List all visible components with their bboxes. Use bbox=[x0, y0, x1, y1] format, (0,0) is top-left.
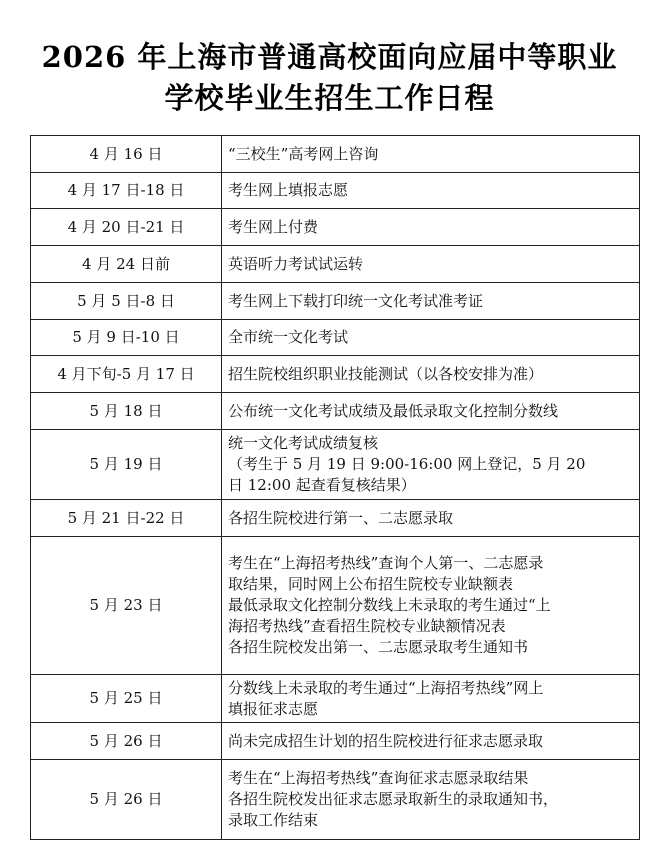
table-row bbox=[31, 173, 640, 209]
table-row bbox=[31, 723, 640, 760]
schedule-event-cell bbox=[222, 209, 640, 246]
schedule-event-cell bbox=[222, 173, 640, 209]
table-row bbox=[31, 246, 640, 283]
schedule-event-cell bbox=[222, 320, 640, 356]
schedule-event-line: 各招生院校发出第一、二志愿录取考生通知书 bbox=[228, 638, 529, 656]
table-row bbox=[31, 393, 640, 430]
schedule-event-line: 各招生院校进行第一、二志愿录取 bbox=[228, 508, 454, 527]
schedule-event-line: 英语听力考试试运转 bbox=[228, 254, 364, 273]
schedule-event-line: 招生院校组织职业技能测试（以各校安排为准） bbox=[228, 364, 544, 383]
schedule-event-line: 尚未完成招生计划的招生院校进行征求志愿录取 bbox=[228, 731, 544, 750]
schedule-event-line: 日 12:00 起查看复核结果） bbox=[228, 476, 416, 494]
schedule-event-cell bbox=[222, 283, 640, 320]
schedule-event-cell bbox=[222, 393, 640, 430]
schedule-event-cell bbox=[222, 500, 640, 537]
schedule-event-cell bbox=[222, 430, 640, 500]
schedule-event-line: 录取工作结束 bbox=[228, 811, 319, 829]
schedule-date-cell: 5 月 9 日-10 日 bbox=[31, 320, 222, 356]
table-row bbox=[31, 760, 640, 840]
table-row bbox=[31, 675, 640, 723]
schedule-date-cell: 4 月 16 日 bbox=[31, 136, 222, 173]
document-title-line-1: 2026 年上海市普通高校面向应届中等职业 bbox=[41, 40, 618, 74]
schedule-event-line: 考生在“上海招考热线”查询个人第一、二志愿录 bbox=[228, 554, 544, 572]
schedule-date-cell: 5 月 21 日-22 日 bbox=[31, 500, 222, 537]
schedule-event-line: 各招生院校发出征求志愿录取新生的录取通知书， bbox=[228, 790, 559, 808]
schedule-event-cell bbox=[222, 723, 640, 760]
table-row bbox=[31, 356, 640, 393]
table-row bbox=[31, 537, 640, 675]
schedule-event-cell bbox=[222, 675, 640, 723]
schedule-event-cell bbox=[222, 136, 640, 173]
schedule-event-line: 考生网上填报志愿 bbox=[228, 181, 349, 199]
table-row bbox=[31, 136, 640, 173]
schedule-date-cell: 4 月下旬-5 月 17 日 bbox=[31, 356, 222, 393]
schedule-event-line: “三校生”高考网上咨询 bbox=[228, 144, 379, 163]
schedule-event-line: 考生在“上海招考热线”查询征求志愿录取结果 bbox=[228, 769, 529, 787]
schedule-date-cell: 5 月 23 日 bbox=[31, 537, 222, 675]
schedule-event-line: 考生网上付费 bbox=[228, 217, 319, 236]
schedule-event-line: 填报征求志愿 bbox=[228, 699, 319, 718]
schedule-event-line: 取结果，同时网上公布招生院校专业缺额表 bbox=[228, 575, 514, 593]
schedule-date-cell: 4 月 20 日-21 日 bbox=[31, 209, 222, 246]
table-row bbox=[31, 209, 640, 246]
schedule-date-cell: 5 月 19 日 bbox=[31, 430, 222, 500]
table-row bbox=[31, 500, 640, 537]
document-title-line-2: 学校毕业生招生工作日程 bbox=[164, 81, 495, 115]
schedule-table-body bbox=[31, 136, 640, 840]
schedule-date-cell: 5 月 26 日 bbox=[31, 760, 222, 840]
schedule-event-cell bbox=[222, 760, 640, 840]
schedule-event-line: 考生网上下载打印统一文化考试准考证 bbox=[228, 291, 484, 310]
schedule-date-cell: 5 月 5 日-8 日 bbox=[31, 283, 222, 320]
schedule-event-line: 最低录取文化控制分数线上未录取的考生通过“上 bbox=[228, 596, 551, 614]
schedule-event-line: 公布统一文化考试成绩及最低录取文化控制分数线 bbox=[228, 401, 559, 420]
schedule-event-line: 全市统一文化考试 bbox=[228, 328, 349, 346]
schedule-event-cell bbox=[222, 537, 640, 675]
table-row bbox=[31, 283, 640, 320]
schedule-event-cell bbox=[222, 246, 640, 283]
table-row bbox=[31, 320, 640, 356]
schedule-table bbox=[30, 135, 640, 840]
schedule-event-line: 海招考热线”查看招生院校专业缺额情况表 bbox=[228, 617, 506, 635]
schedule-event-line: 分数线上未录取的考生通过“上海招考热线”网上 bbox=[228, 678, 544, 697]
schedule-event-line: （考生于 5 月 19 日 9:00-16:00 网上登记，5 月 20 bbox=[228, 455, 586, 473]
schedule-date-cell: 5 月 25 日 bbox=[31, 675, 222, 723]
schedule-date-cell: 4 月 17 日-18 日 bbox=[31, 173, 222, 209]
table-row bbox=[31, 430, 640, 500]
schedule-date-cell: 4 月 24 日前 bbox=[31, 246, 222, 283]
schedule-date-cell: 5 月 26 日 bbox=[31, 723, 222, 760]
schedule-event-cell bbox=[222, 356, 640, 393]
schedule-event-line: 统一文化考试成绩复核 bbox=[228, 434, 379, 452]
schedule-date-cell: 5 月 18 日 bbox=[31, 393, 222, 430]
